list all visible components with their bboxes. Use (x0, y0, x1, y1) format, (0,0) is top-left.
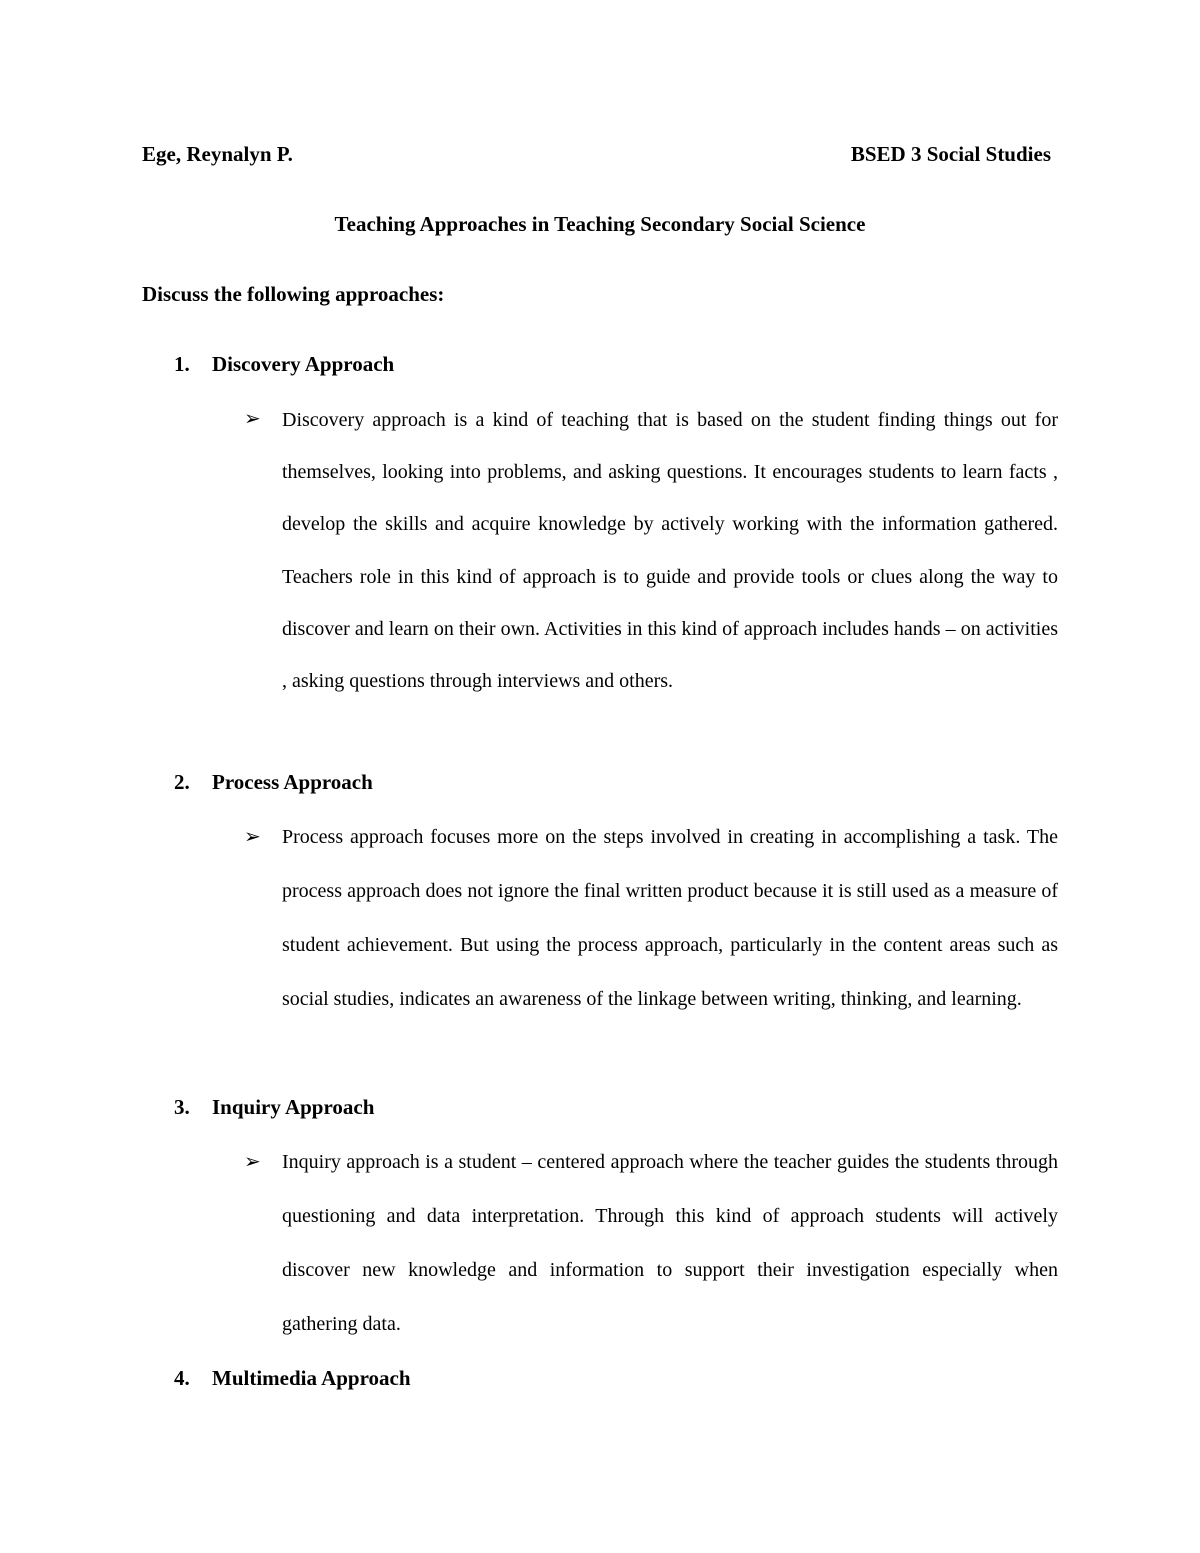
item-heading-inquiry: Inquiry Approach (212, 1095, 375, 1119)
item-number: 4. (174, 1366, 190, 1390)
item-number: 3. (174, 1095, 190, 1119)
document-title: Teaching Approaches in Teaching Secondary Social Science (334, 212, 866, 236)
item-paragraph-inquiry: Inquiry approach is a student – centered approach where the teacher guides the students through questioning and data interpretation. Through this kind of approach students will actively discover new knowledge and information to support their investigation especially when gathering data. (282, 1151, 1058, 1335)
item-number: 1. (174, 352, 190, 376)
course-label: BSED 3 Social Studies (850, 142, 1051, 166)
arrow-bullet-icon: ➢ (244, 408, 261, 430)
arrow-bullet-icon: ➢ (244, 1151, 261, 1173)
author-name: Ege, Reynalyn P. (142, 142, 293, 166)
discussion-prompt: Discuss the following approaches: (142, 282, 445, 306)
item-heading-process: Process Approach (212, 770, 373, 794)
item-heading-multimedia: Multimedia Approach (212, 1366, 411, 1390)
item-paragraph-discovery: Discovery approach is a kind of teaching that is based on the student finding things out for themselves, looking into problems, and asking questions. It encourages students to learn facts , develop the skills and acquire knowledge by actively working with the information gathered. Teachers role in this kind of approach is to guide and provide tools or clues along the way to discover and learn on their own. Activities in this kind of approach includes hands – on activities , asking questions through interviews and others. (282, 409, 1058, 693)
arrow-bullet-icon: ➢ (244, 826, 261, 848)
item-number: 2. (174, 770, 190, 794)
item-heading-discovery: Discovery Approach (212, 352, 395, 376)
item-paragraph-process: Process approach focuses more on the steps involved in creating in accomplishing a task. The process approach does not ignore the final written product because it is still used as a measure of student achievement. But using the process approach, particularly in the content areas such as social studies, indicates an awareness of the linkage between writing, thinking, and learning. (282, 826, 1058, 1010)
